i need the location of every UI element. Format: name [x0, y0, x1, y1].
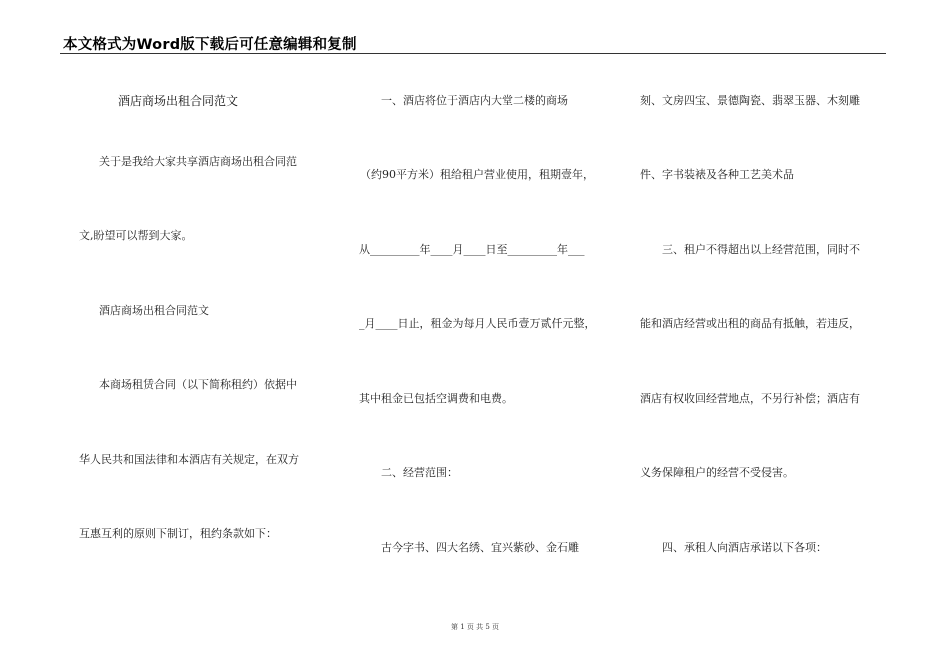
col1-line-4: 本商场租赁合同（以下简称租约）依据中 — [99, 378, 297, 391]
col1-line-5: 华人民共和国法律和本酒店有关规定，在双方 — [79, 453, 299, 466]
col2-line-7: 古今字书、四大名绣、宜兴紫砂、金石雕 — [381, 541, 579, 554]
col3-line-1: 刻、文房四宝、景德陶瓷、翡翠玉器、木刻雕 — [640, 94, 860, 107]
col2-line-4: _月____日止，租金为每月人民币壹万贰仟元整， — [359, 317, 596, 330]
document-header: 本文格式为Word版下载后可任意编辑和复制 — [63, 37, 357, 53]
col1-line-3: 酒店商场出租合同范文 — [99, 304, 209, 317]
col3-line-6: 义务保障租户的经营不受侵害。 — [640, 466, 794, 479]
col2-line-3: 从_________年____月____日至_________年___ — [359, 243, 585, 256]
col2-line-1: 一、酒店将位于酒店内大堂二楼的商场 — [381, 94, 568, 107]
col3-line-5: 酒店有权收回经营地点，不另行补偿；酒店有 — [640, 392, 860, 405]
document-title: 酒店商场出租合同范文 — [118, 94, 239, 108]
col1-line-6: 互惠互利的原则下制订，租约条款如下： — [79, 527, 277, 540]
col2-line-2: （约90平方米）租给租户营业使用，租期壹年， — [360, 168, 594, 181]
col3-line-3: 三、租户不得超出以上经营范围，同时不 — [662, 243, 860, 256]
col3-line-7: 四、承租人向酒店承诺以下各项： — [662, 541, 827, 554]
col2-line-6: 二、经营范围： — [381, 466, 458, 479]
col3-line-4: 能和酒店经营或出租的商品有抵触，若违反， — [640, 317, 860, 330]
col2-line-5: 其中租金已包括空调费和电费。 — [359, 392, 513, 405]
col1-line-2: 文,盼望可以帮到大家。 — [79, 229, 193, 242]
col3-line-2: 件、字书装裱及各种工艺美术品 — [640, 168, 794, 181]
page-number: 第 1 页 共 5 页 — [450, 623, 500, 631]
col1-line-1: 关于是我给大家共享酒店商场出租合同范 — [99, 155, 297, 168]
header-divider — [60, 53, 886, 54]
